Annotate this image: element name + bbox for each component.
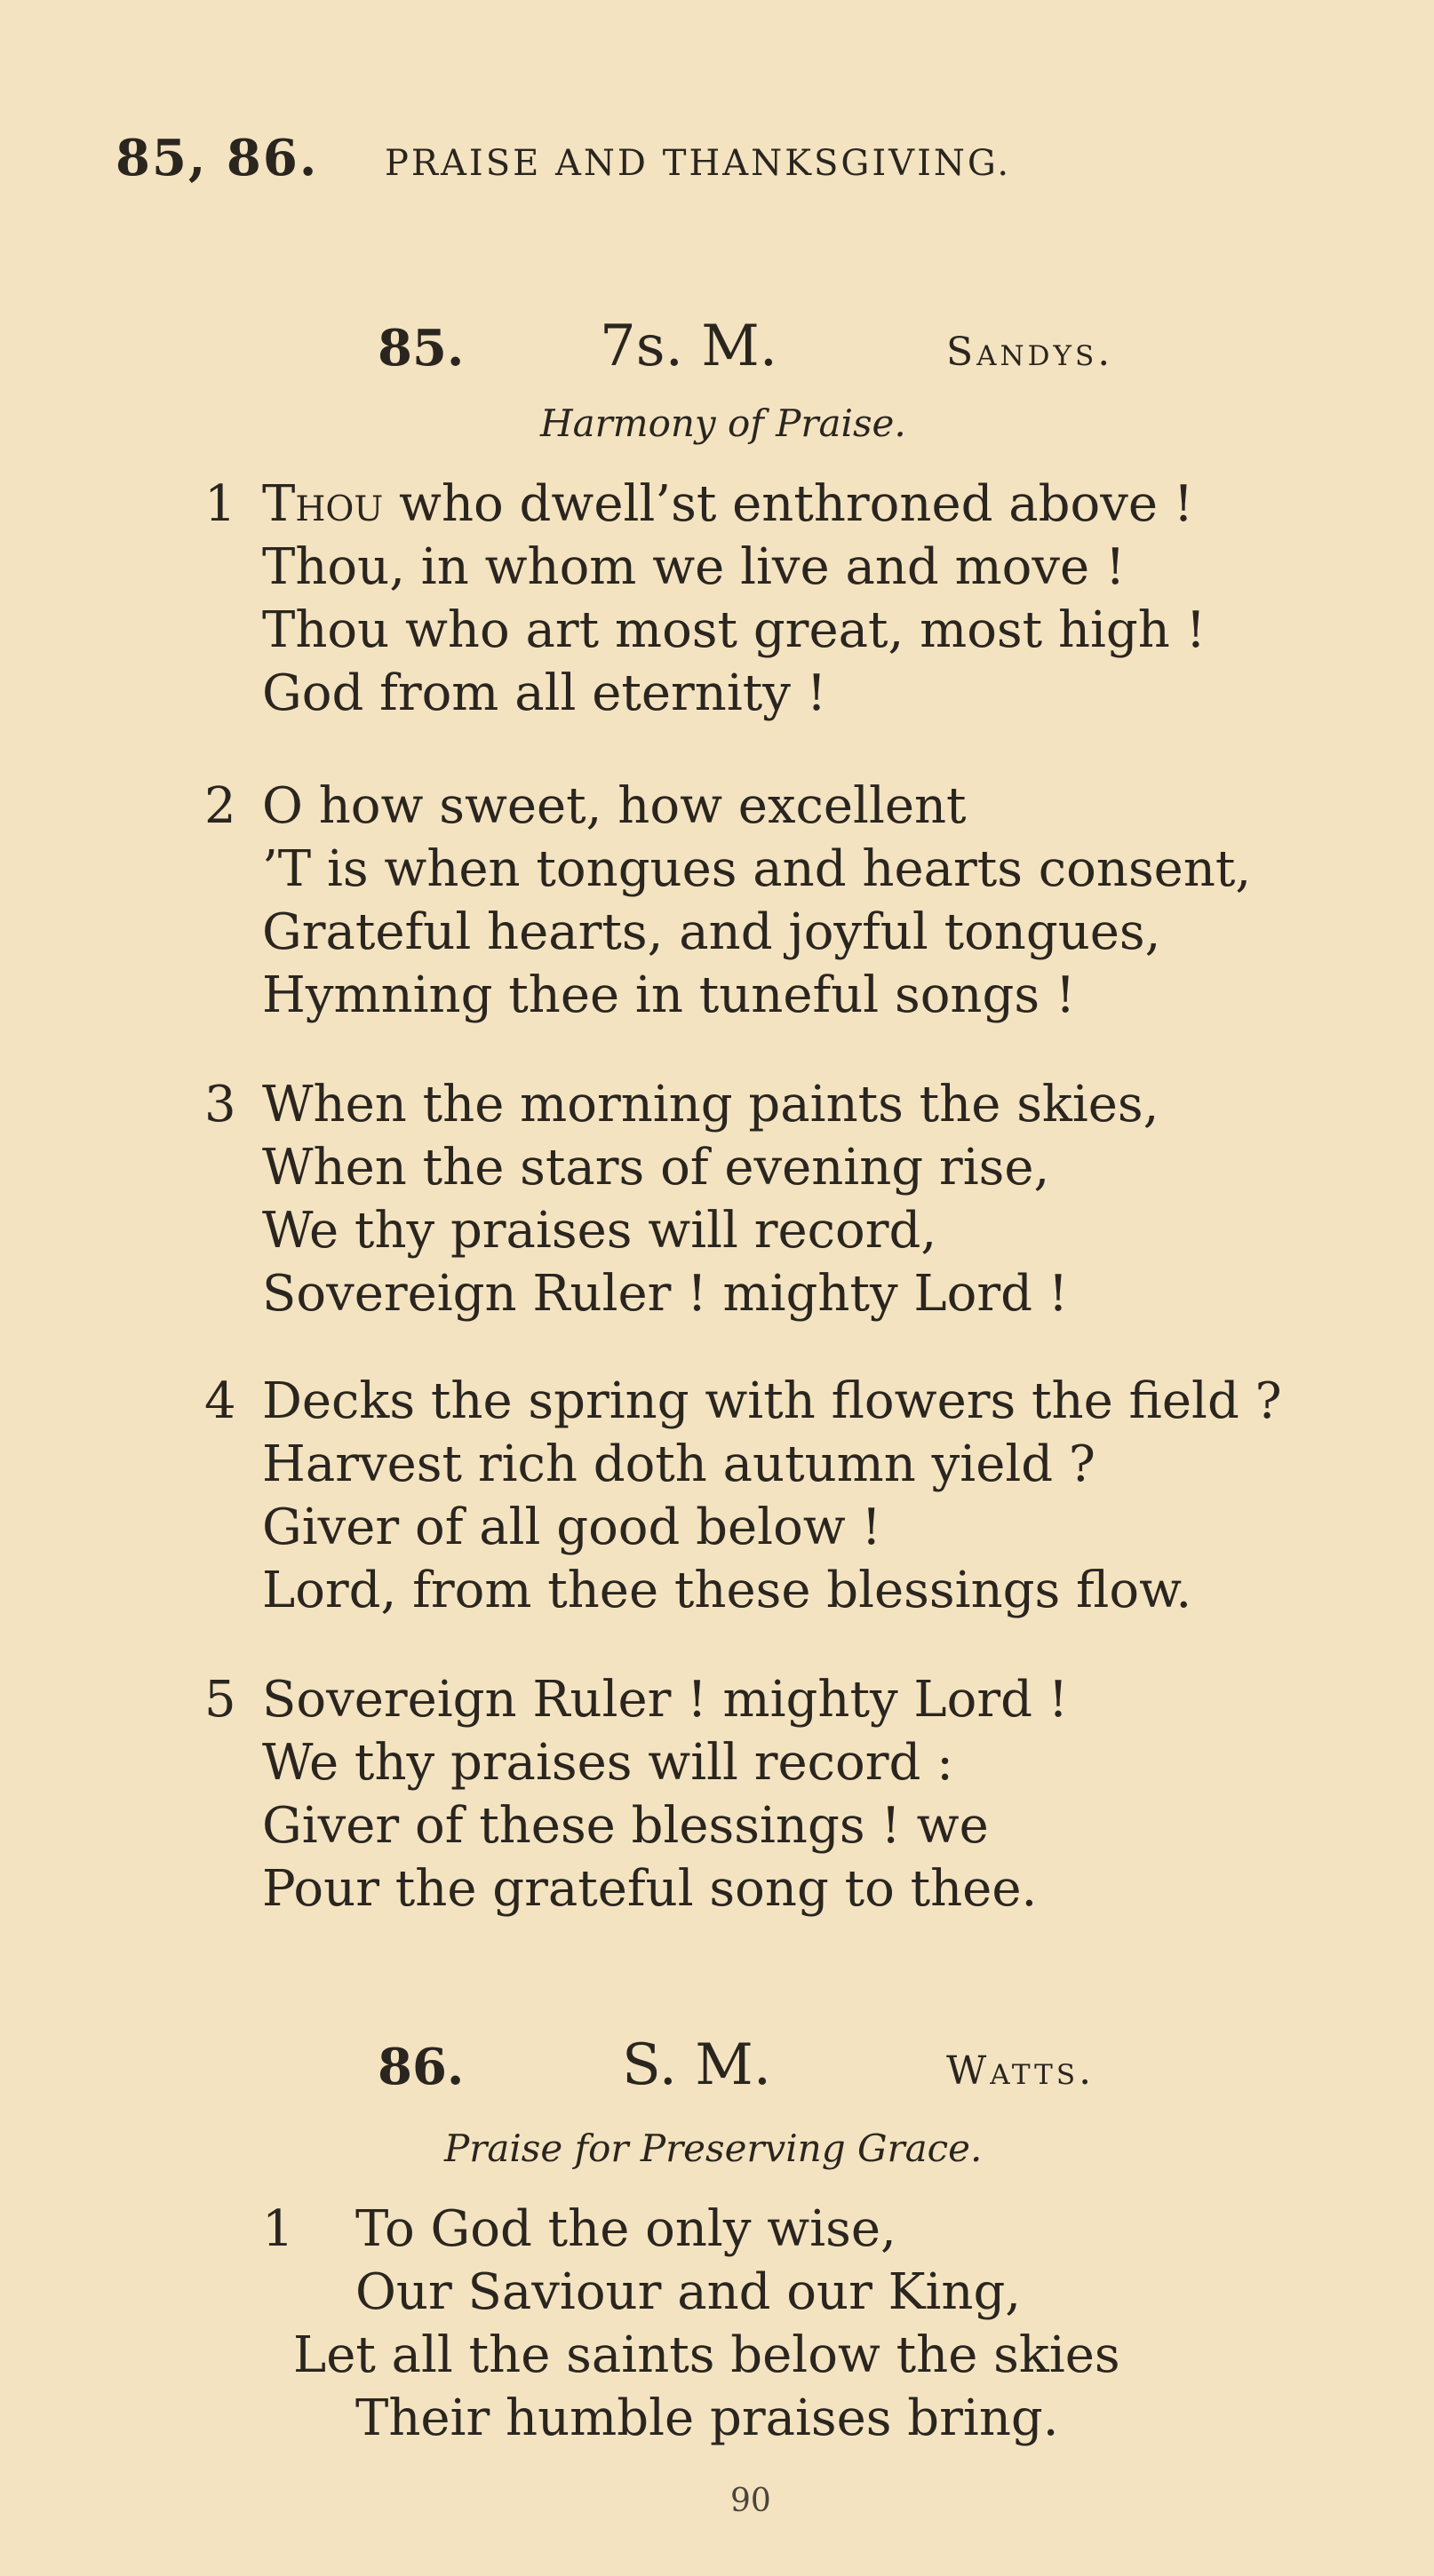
page-number: 90 (730, 2483, 771, 2519)
verse-number: 3 (204, 1076, 236, 1133)
verse-number: 1 (204, 475, 236, 533)
verse-line: To God the only wise, (355, 2200, 896, 2258)
hymn-86-verse-1 (262, 2198, 1120, 2450)
hymn-85-verse-1 (204, 473, 1206, 725)
verse-line: We thy praises will record, (262, 1202, 937, 1260)
verse-line: Lord, from thee these blessings flow. (262, 1562, 1192, 1619)
verse-number: 2 (204, 777, 236, 835)
verse-line: Giver of all good below ! (262, 1499, 882, 1556)
verse-line: Their humble praises bring. (355, 2389, 1059, 2447)
verse-line: Grateful hearts, and joyful tongues, (262, 903, 1161, 961)
verse-number: 4 (204, 1372, 236, 1430)
verse-line: Hymning thee in tuneful songs ! (262, 966, 1076, 1024)
verse-line: Harvest rich doth autumn yield ? (262, 1435, 1095, 1493)
verse-line: Thou, in whom we live and move ! (262, 538, 1126, 596)
hymn-tune: Sandys. (946, 330, 1114, 375)
verse-line: We thy praises will record : (262, 1734, 954, 1792)
verse-line: Decks the spring with flowers the field ? (262, 1372, 1282, 1430)
running-head (116, 129, 1012, 188)
verse-line: Let all the saints below the skies (293, 2326, 1120, 2384)
hymn-number: 86. (378, 2038, 465, 2096)
verse-line: Thou who art most great, most high ! (262, 601, 1207, 659)
hymn-85-verse-2 (204, 775, 1251, 1027)
hymn-86-subtitle: Praise for Preserving Grace. (444, 2127, 983, 2170)
verse-line: Sovereign Ruler ! mighty Lord ! (262, 1671, 1069, 1729)
verse-line: Sovereign Ruler ! mighty Lord ! (262, 1265, 1069, 1323)
hymn-85-heading (378, 315, 1113, 384)
hymn-tune: Watts. (946, 2048, 1095, 2094)
running-head-numbers: 85, 86. (116, 129, 319, 187)
verse-line (262, 473, 1206, 536)
verse-line: God from all eternity ! (262, 664, 827, 722)
hymn-86-heading (378, 2034, 1095, 2103)
hymn-number: 85. (378, 319, 465, 378)
running-head-title: PRAISE AND THANKSGIVING. (384, 143, 1012, 184)
hymn-meter: 7s. M. (600, 314, 778, 379)
hymn-85-verse-3 (204, 1073, 1159, 1325)
verse-line: ’T is when tongues and hearts consent, (262, 840, 1252, 898)
verse-line: When the stars of evening rise, (262, 1139, 1050, 1197)
verse-line: O how sweet, how excellent (262, 777, 967, 835)
verse-line: When the morning paints the skies, (262, 1076, 1159, 1133)
verse-number: 1 (262, 2200, 294, 2258)
hymn-85-verse-5 (204, 1668, 1068, 1920)
first-line-rest: who dwell’st enthroned above ! (383, 475, 1194, 533)
first-word: Thou (262, 475, 384, 533)
verse-line: Pour the grateful song to thee. (262, 1860, 1038, 1918)
verse-line: Our Saviour and our King, (355, 2263, 1022, 2321)
hymn-85-verse-4 (204, 1370, 1282, 1622)
verse-line: Giver of these blessings ! we (262, 1797, 989, 1855)
hymn-85-subtitle: Harmony of Praise. (540, 402, 906, 445)
hymn-meter: S. M. (622, 2032, 772, 2098)
verse-number: 5 (204, 1671, 236, 1729)
